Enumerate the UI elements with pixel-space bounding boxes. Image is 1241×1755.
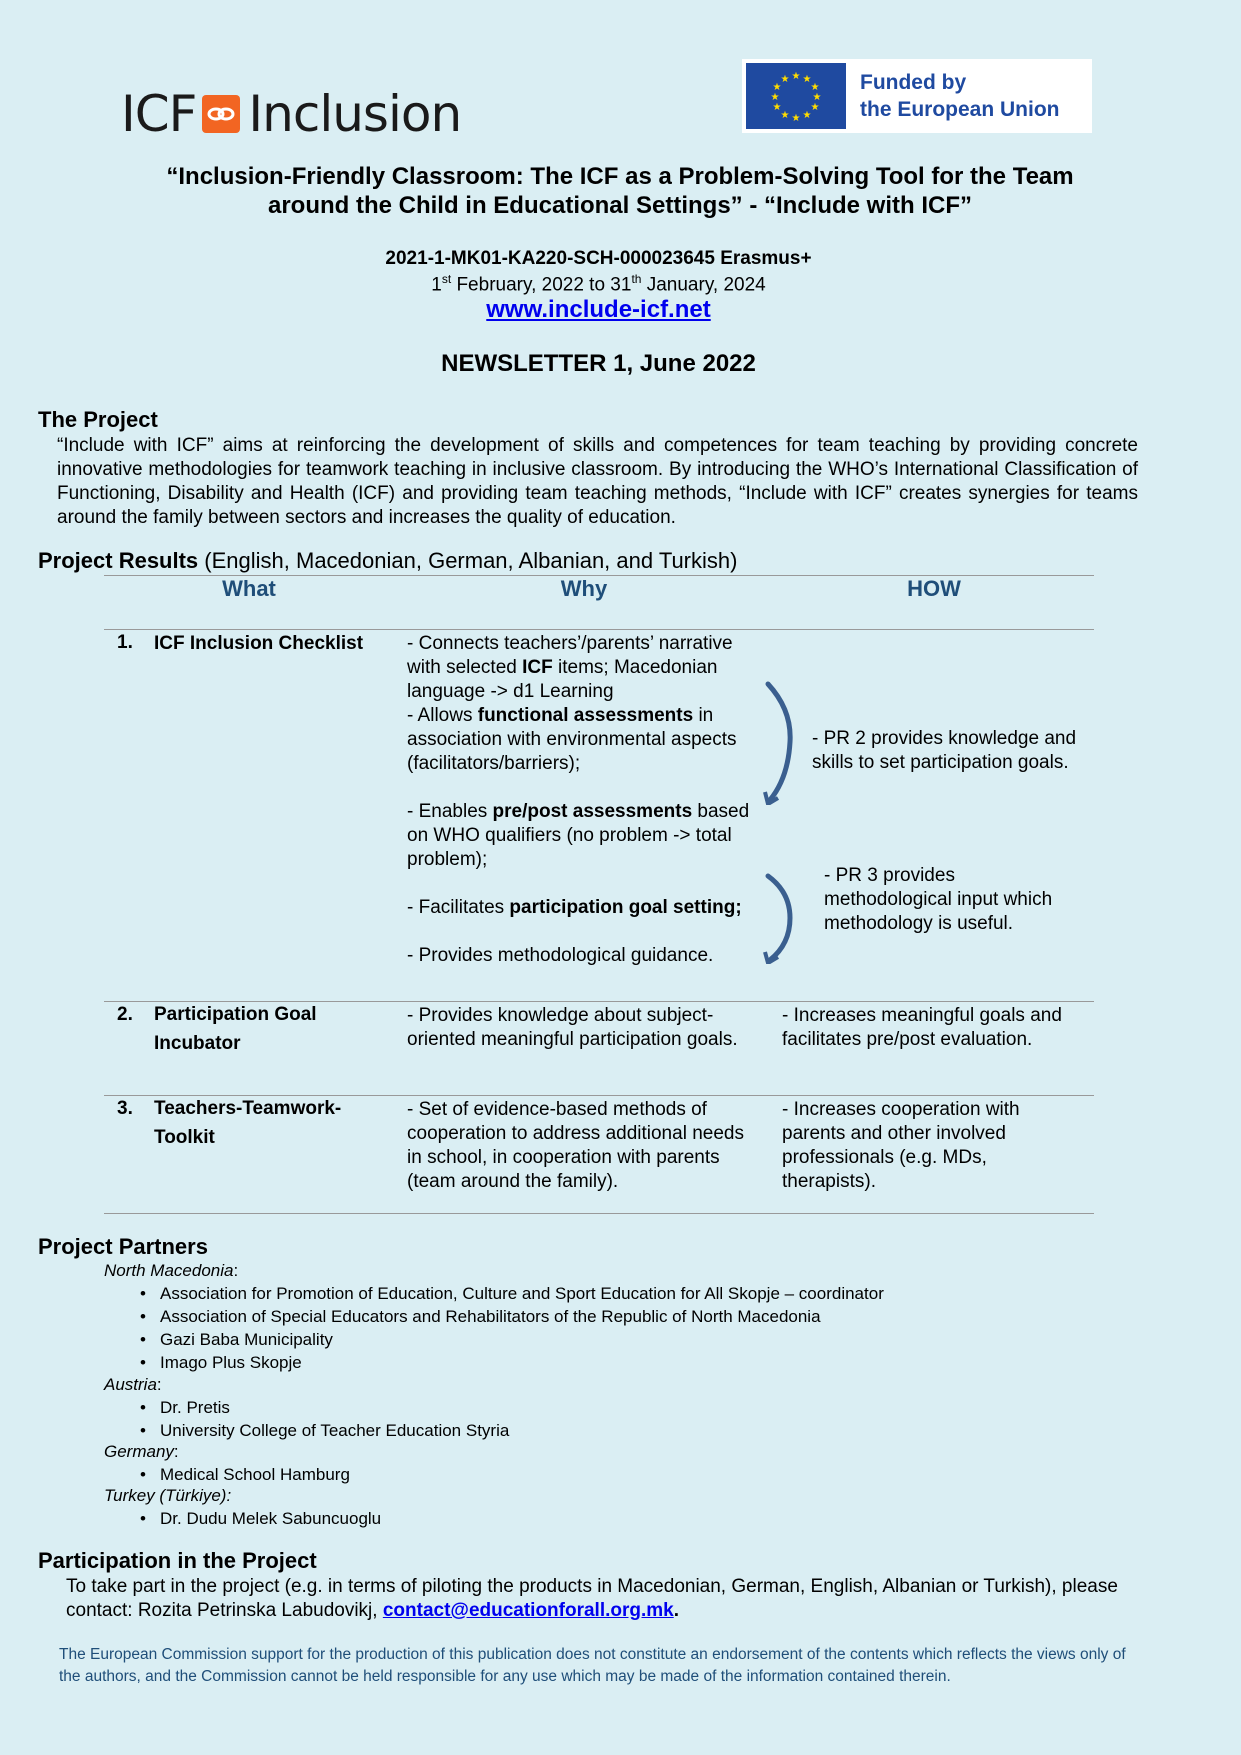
icf-inclusion-logo [121, 86, 461, 142]
country-germany: Germany: [104, 1442, 179, 1461]
newsletter-heading: NEWSLETTER 1, June 2022 [441, 350, 756, 377]
list-item: • Imago Plus Skopje [140, 1351, 884, 1374]
svg-text:★: ★ [772, 82, 782, 93]
row2-how: - Increases meaningful goals and facilitates pre/post evaluation. [782, 1005, 1062, 1050]
svg-text:★: ★ [791, 71, 801, 82]
col-header-what: What [222, 576, 276, 601]
row3-why: - Set of evidence-based methods of cooperation to address additional needs in school, in cooperation with parents (team around the family). [407, 1099, 744, 1192]
svg-text:★: ★ [772, 102, 782, 113]
svg-text:★: ★ [810, 82, 820, 93]
svg-text:★: ★ [780, 74, 790, 85]
country-north-macedonia: North Macedonia: [104, 1261, 239, 1280]
col-header-how: HOW [907, 576, 961, 601]
eu-flag-icon [746, 63, 846, 129]
list-item: • Association for Promotion of Education, Culture and Sport Education for All Skopje – coordinator [140, 1282, 884, 1305]
participation-text: To take part in the project (e.g. in terms of piloting the products in Macedonian, German, English, Albanian or Turkish), please contact: Rozita Petrinska Labudovikj, contact@educationforall.org.mk. [66, 1576, 1118, 1621]
svg-text:★: ★ [780, 110, 790, 121]
row1-why: - Connects teachers’/parents’ narrative with selected ICF items; Macedonian language -> d1 Learning - Allows functional assessments in association with environmental aspects (facilitators/barriers); - Enables pre/post assessments based on WHO qualifiers (no problem -> total problem); - Facilitates participation goal setting; - Provides methodological guidance. [407, 633, 750, 966]
svg-text:★: ★ [791, 113, 801, 124]
eu-text-line1: Funded by [860, 71, 967, 94]
row3-name: Teachers-Teamwork- Toolkit [154, 1098, 342, 1148]
contact-email-link[interactable]: contact@educationforall.org.mk [382, 1600, 674, 1621]
partner-list-at [140, 1396, 509, 1442]
partner-list-de [140, 1463, 350, 1486]
bracket-arrow-icon [762, 680, 802, 805]
partner-list-mk [140, 1282, 884, 1374]
row3-how: - Increases cooperation with parents and other involved professionals (e.g. MDs, therapists). [782, 1099, 1020, 1192]
list-item: • Association of Special Educators and Rehabilitators of the Republic of North Macedonia [140, 1305, 884, 1328]
svg-text:★: ★ [812, 92, 822, 103]
project-heading: The Project [38, 407, 158, 432]
row1-name: ICF Inclusion Checklist [154, 633, 364, 654]
row1-number: 1. [117, 632, 133, 653]
row1-how-pr2: - PR 2 provides knowledge and skills to set participation goals. [812, 728, 1077, 773]
bracket-arrow-icon [762, 872, 802, 964]
eu-text-line2: the European Union [860, 98, 1060, 121]
logo-text-inclusion: Inclusion [248, 85, 462, 143]
project-dates: 1st February, 2022 to 31th January, 2024 [431, 272, 766, 296]
svg-text:★: ★ [802, 74, 812, 85]
row1-how-pr3: - PR 3 provides methodological input which methodology is useful. [824, 865, 1053, 934]
eu-funding-badge [742, 59, 1092, 133]
list-item: • Gazi Baba Municipality [140, 1328, 884, 1351]
project-description: “Include with ICF” aims at reinforcing the development of skills and competences for team teaching by providing concrete innovative methodologies for teamwork teaching in inclusive classroom. By introducing the WHO’s International Classification of Functioning, Disability and Health (ICF) and providing team teaching methods, “Include with ICF” creates synergies for teams around the family between sectors and increases the quality of education. [57, 435, 1138, 528]
eu-disclaimer: The European Commission support for the production of this publication does not constitute an endorsement of the contents which reflects the views only of the authors, and the Commission cannot be held responsible for any use which may be made of the information contained therein. [59, 1646, 1126, 1685]
logo-text-icf: ICF [121, 85, 197, 143]
svg-text:★: ★ [810, 102, 820, 113]
logo-link-icon [202, 95, 240, 133]
partners-heading: Project Partners [38, 1234, 208, 1259]
list-item: • Dr. Dudu Melek Sabuncuoglu [140, 1507, 381, 1530]
table-bottom-line [104, 1213, 1094, 1214]
svg-text:★: ★ [770, 92, 780, 103]
website-link[interactable]: www.include-icf.net [486, 296, 711, 323]
country-austria: Austria: [104, 1375, 162, 1394]
col-header-why: Why [560, 576, 608, 601]
results-heading: Project Results (English, Macedonian, German, Albanian, and Turkish) [38, 548, 738, 573]
partner-list-tr [140, 1507, 381, 1530]
participation-heading: Participation in the Project [38, 1548, 317, 1573]
list-item: • Dr. Pretis [140, 1396, 509, 1419]
svg-text:★: ★ [802, 110, 812, 121]
list-item: • Medical School Hamburg [140, 1463, 350, 1486]
project-code: 2021-1-MK01-KA220-SCH-000023645 Erasmus+ [385, 248, 812, 269]
row2-name: Participation Goal Incubator [154, 1004, 317, 1054]
row2-why: - Provides knowledge about subject-oriented meaningful participation goals. [407, 1005, 738, 1050]
country-turkey: Turkey (Türkiye): [104, 1486, 232, 1505]
row3-number: 3. [117, 1098, 133, 1119]
document-title: “Inclusion-Friendly Classroom: The ICF as a Problem-Solving Tool for the Team around the Child in Educational Settings” - “Include with ICF” [166, 163, 1074, 219]
row2-number: 2. [117, 1004, 133, 1025]
list-item: • University College of Teacher Education Styria [140, 1419, 509, 1442]
